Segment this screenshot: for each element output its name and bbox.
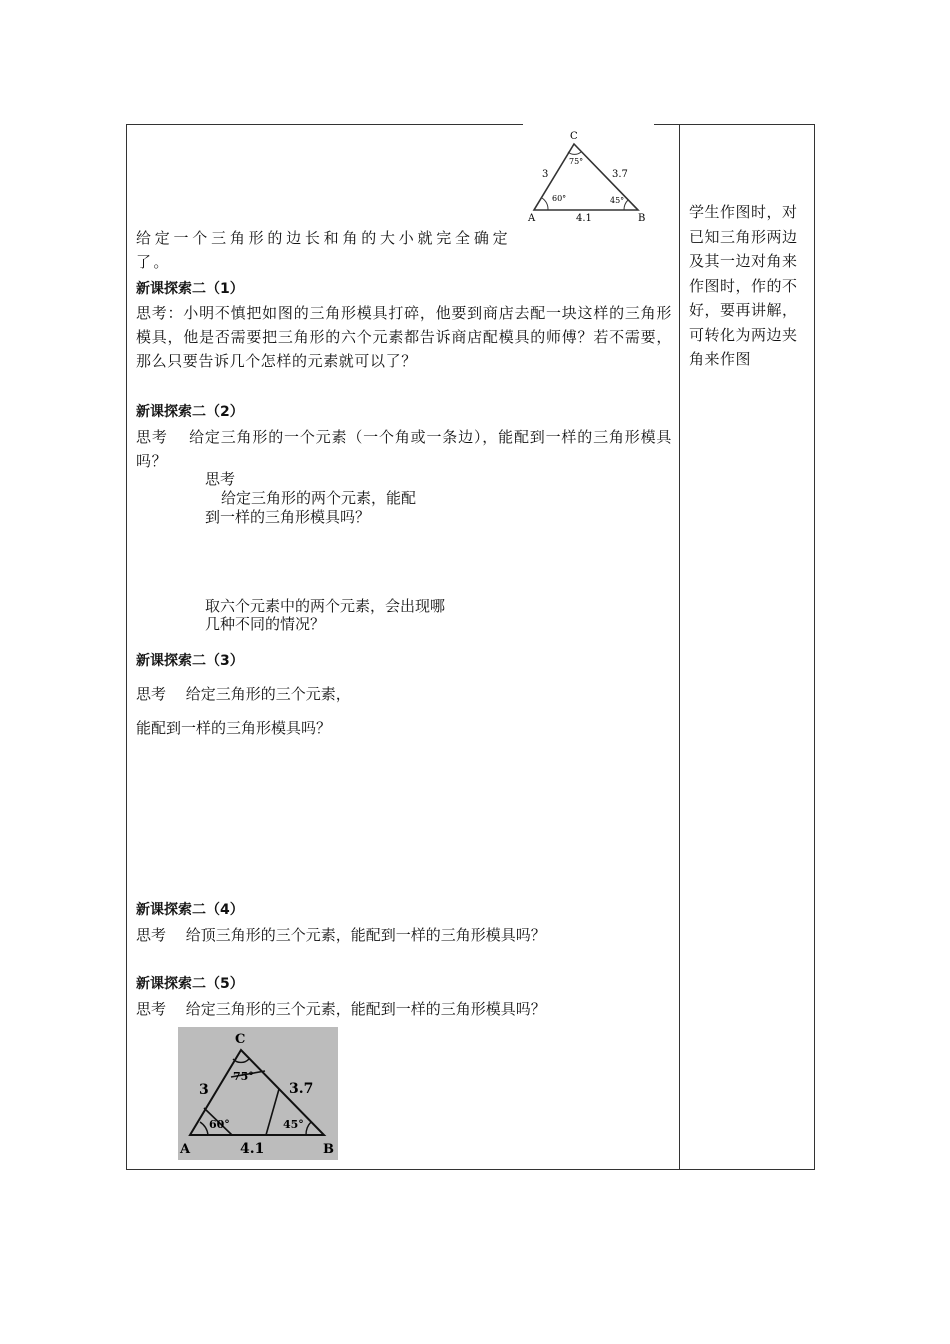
- bottom-vertex-c-label: C: [235, 1032, 246, 1047]
- bottom-side-ab-label: 4.1: [240, 1141, 265, 1157]
- section-2-sub-think-label: 思考: [205, 470, 236, 488]
- vertex-b-label: B: [638, 213, 646, 224]
- section-2-sub-question-line1: 取六个元素中的两个元素，会出现哪: [205, 597, 446, 615]
- column-divider: [679, 124, 680, 1170]
- teacher-side-note: 学生作图时，对已知三角形两边及其一边对角来作图时，作的不好，要再讲解，可转化为两边夹角来作图: [689, 203, 798, 368]
- triangle-figure-bottom-drawing: [178, 1027, 338, 1160]
- bottom-side-bc-label: 3.7: [289, 1081, 314, 1097]
- angle-a-label: 60°: [552, 194, 567, 203]
- section-1-question: 思考：小明不慎把如图的三角形模具打碎，他要到商店去配一块这样的三角形模具，他是否需要把三角形的六个元素都告诉商店配模具的师傅？若不需要，那么只要告诉几个怎样的元素就可以了？: [136, 304, 672, 370]
- section-2-heading: 新课探索二（2）: [136, 404, 244, 420]
- side-ab-label: 4.1: [576, 213, 592, 224]
- angle-arc-a: [542, 198, 548, 210]
- section-2-question: 思考 给定三角形的一个元素（一个角或一条边），能配到一样的三角形模具吗？: [136, 428, 672, 470]
- section-2-sub-question-line2: 几种不同的情况？: [205, 615, 326, 633]
- angle-arc-b: [624, 200, 628, 210]
- triangle-figure-bottom: [178, 1027, 338, 1160]
- angle-b-label: 45°: [610, 196, 625, 205]
- section-4-question: 思考 给顶三角形的三个元素，能配到一样的三角形模具吗？: [136, 926, 546, 944]
- bottom-angle-a-label: 60°: [209, 1118, 230, 1131]
- triangle-figure-top: [524, 126, 652, 224]
- section-2-sub-think-line1: 给定三角形的两个元素，能配: [221, 489, 417, 507]
- section-3-heading: 新课探索二（3）: [136, 653, 244, 669]
- vertex-c-label: C: [570, 131, 578, 142]
- side-bc-label: 3.7: [612, 169, 628, 180]
- bottom-vertex-a-label: A: [180, 1142, 191, 1157]
- side-ac-label: 3: [542, 169, 549, 180]
- section-1-heading: 新课探索二（1）: [136, 281, 244, 297]
- inner-segment-right: [266, 1089, 279, 1135]
- angle-arc-c: [568, 152, 581, 154]
- bottom-angle-b-label: 45°: [283, 1118, 304, 1131]
- angle-c-label: 75°: [569, 157, 584, 166]
- section-5-question: 思考 给定三角形的三个元素，能配到一样的三角形模具吗？: [136, 1000, 546, 1018]
- section-3-question-line1: 思考 给定三角形的三个元素，: [136, 685, 351, 703]
- section-2-sub-think-line2: 到一样的三角形模具吗？: [205, 508, 371, 526]
- bottom-vertex-b-label: B: [323, 1142, 334, 1157]
- bottom-angle-arc-a: [200, 1122, 208, 1135]
- section-3-question-line2: 能配到一样的三角形模具吗？: [136, 719, 332, 737]
- intro-text: 给定一个三角形的边长和角的大小就完全确定了。: [136, 229, 510, 271]
- section-4-heading: 新课探索二（4）: [136, 902, 244, 918]
- bottom-side-ac-label: 3: [199, 1082, 209, 1098]
- section-5-heading: 新课探索二（5）: [136, 976, 244, 992]
- bottom-angle-arc-b: [306, 1122, 311, 1135]
- bottom-angle-c-label: 75°: [233, 1070, 254, 1083]
- vertex-a-label: A: [528, 213, 536, 224]
